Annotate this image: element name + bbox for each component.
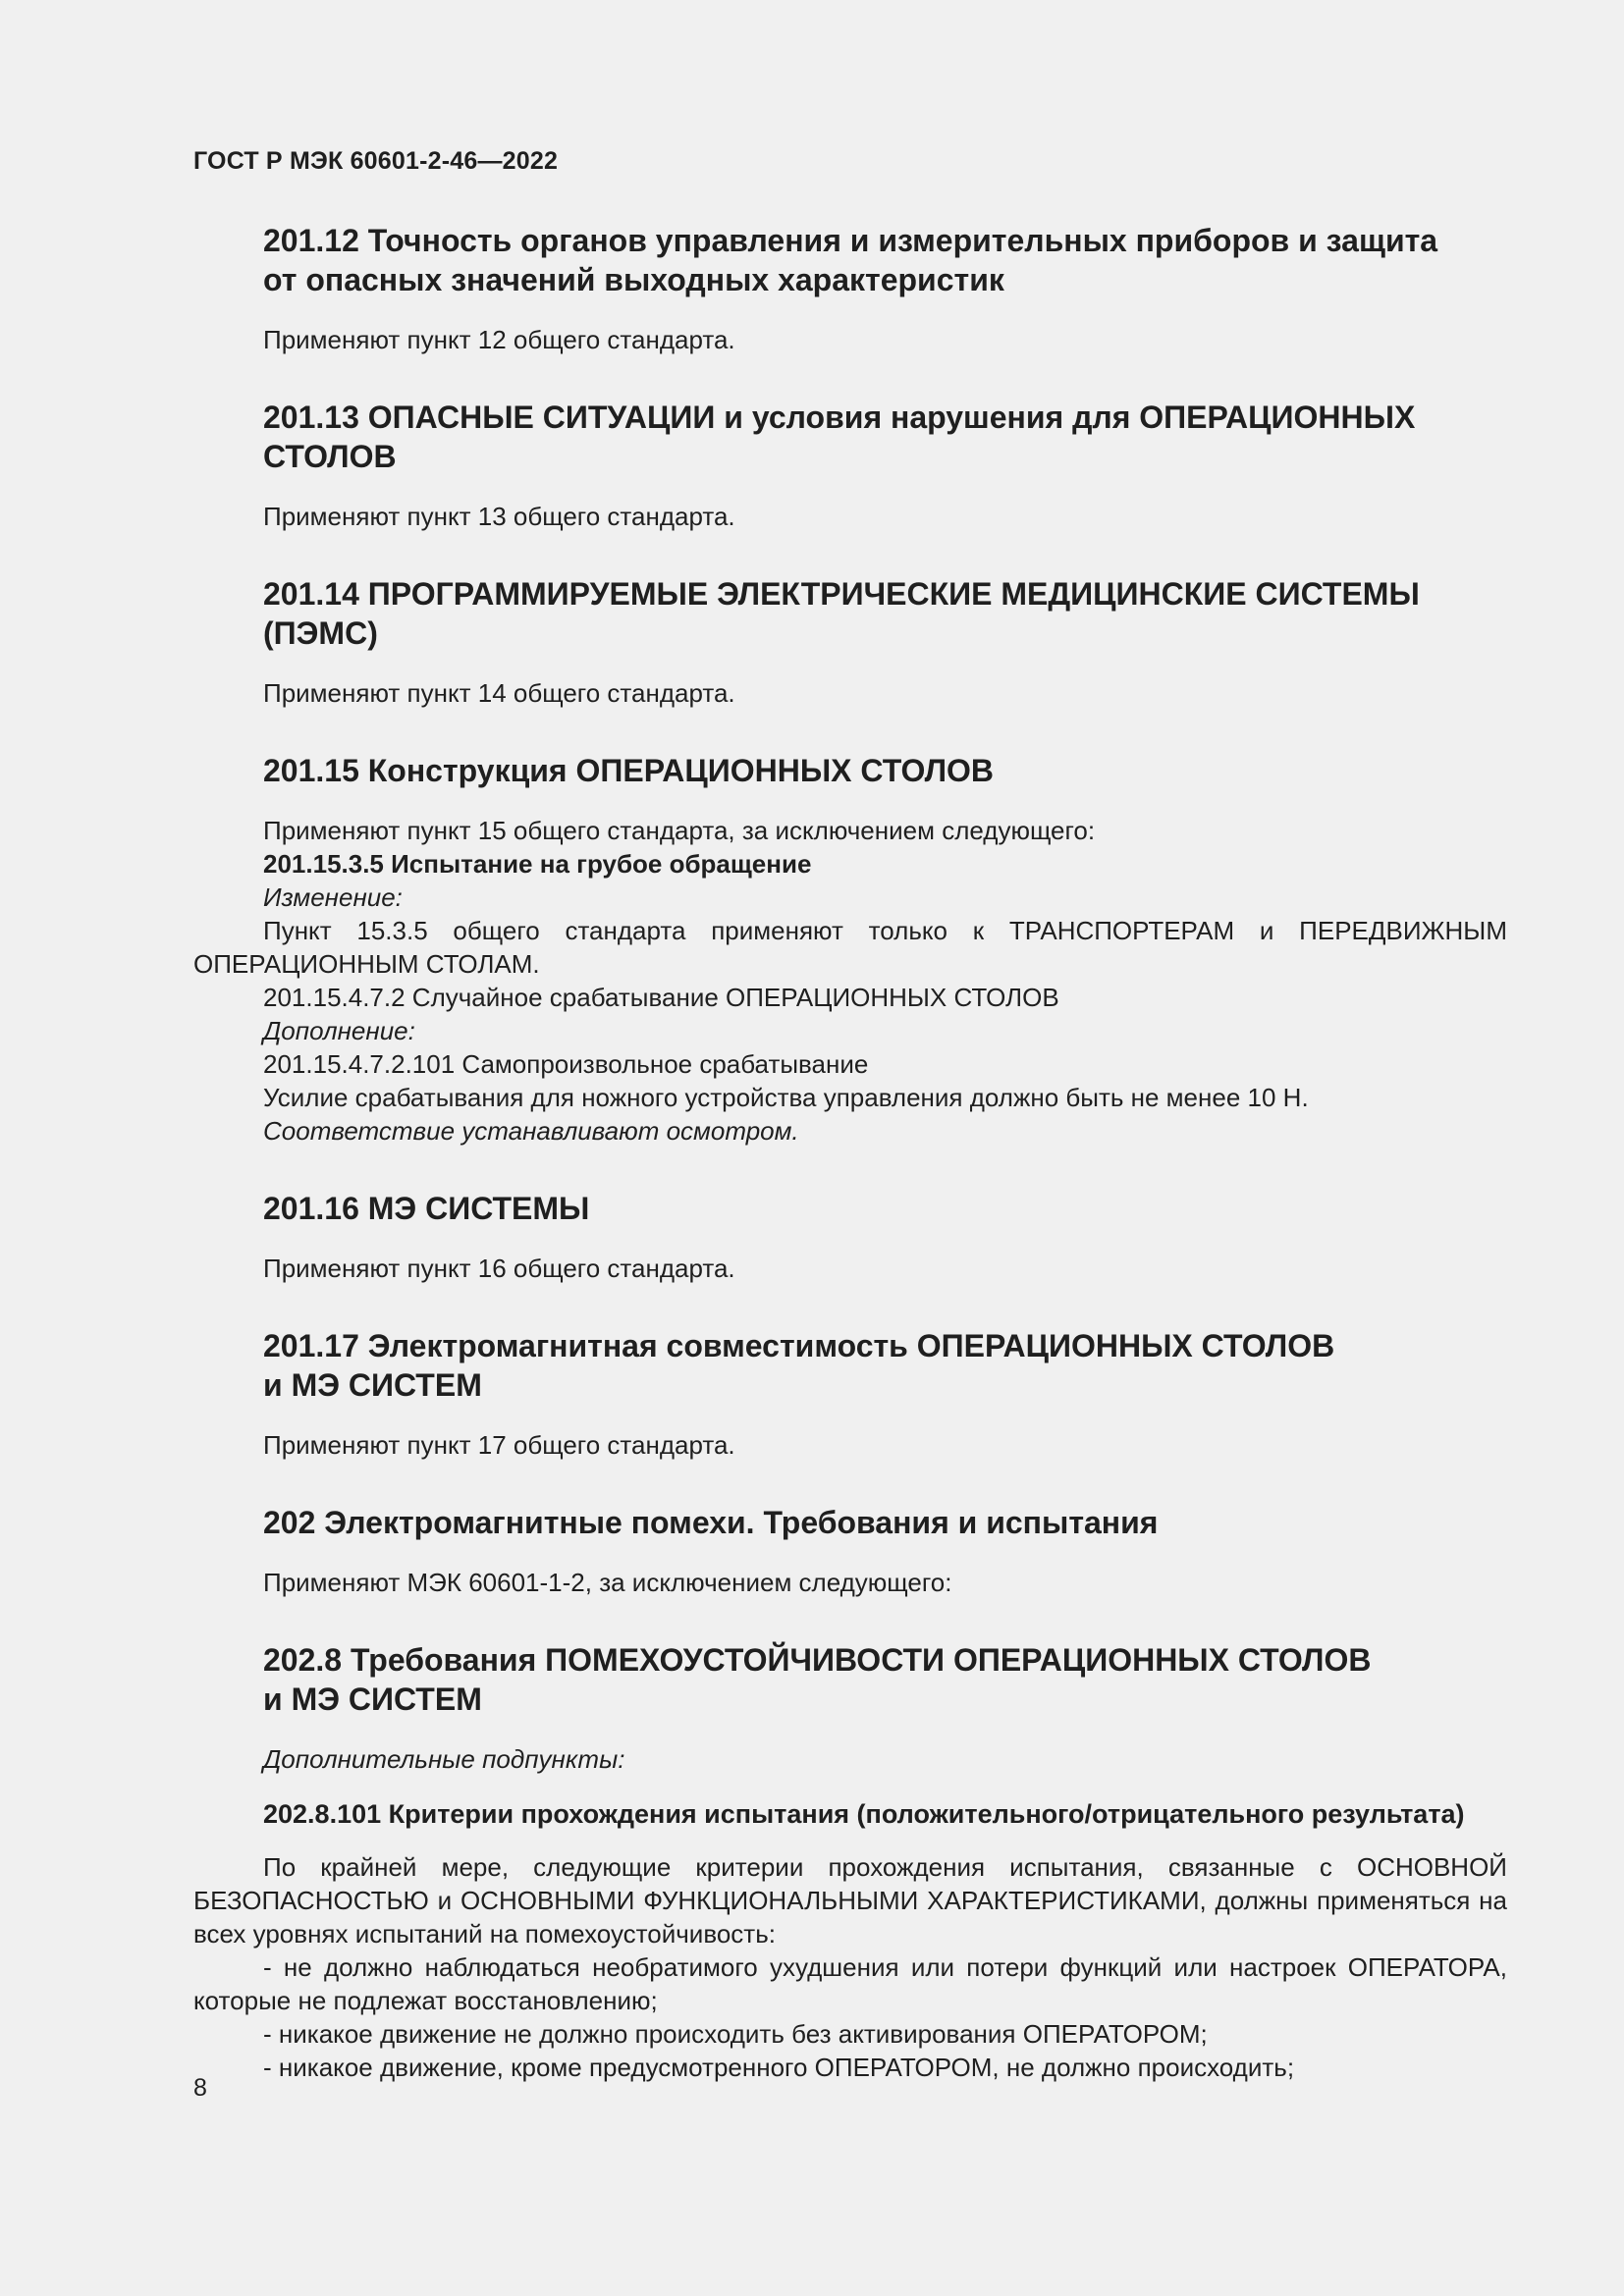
heading-line: 202.8 Требования ПОМЕХОУСТОЙЧИВОСТИ ОПЕРАЦИОННЫХ СТОЛОВ bbox=[263, 1642, 1372, 1678]
section-text-201-14: Применяют пункт 14 общего стандарта. bbox=[263, 678, 735, 708]
section-heading-201-17 bbox=[193, 1326, 1507, 1405]
section-heading-202-8 bbox=[193, 1640, 1507, 1719]
document-header: ГОСТ Р МЭК 60601-2-46—2022 bbox=[193, 147, 559, 175]
heading-line: и МЭ СИСТЕМ bbox=[263, 1367, 482, 1403]
subsection-text-201-15-4-7-2-101: Усилие срабатывания для ножного устройства управления должно быть не менее 10 Н. bbox=[263, 1083, 1309, 1112]
heading-line: 201.13 ОПАСНЫЕ СИТУАЦИИ и условия нарушения для ОПЕРАЦИОННЫХ bbox=[263, 400, 1416, 435]
compliance-note: Соответствие устанавливают осмотром. bbox=[263, 1116, 799, 1146]
page-number: 8 bbox=[193, 2074, 207, 2102]
section-heading-201-12 bbox=[193, 221, 1507, 299]
additional-subclauses-label: Дополнительные подпункты: bbox=[263, 1744, 625, 1774]
criteria-bullet: - никакое движение, кроме предусмотренного ОПЕРАТОРОМ, не должно происходить; bbox=[263, 2053, 1295, 2082]
section-text-201-13: Применяют пункт 13 общего стандарта. bbox=[263, 502, 735, 531]
heading-line: 201.17 Электромагнитная совместимость ОПЕРАЦИОННЫХ СТОЛОВ bbox=[263, 1328, 1335, 1363]
heading-line: 201.12 Точность органов управления и измерительных приборов и защита bbox=[263, 223, 1438, 258]
section-text-201-17: Применяют пункт 17 общего стандарта. bbox=[263, 1430, 735, 1460]
section-heading-201-13 bbox=[193, 398, 1507, 476]
heading-line: СТОЛОВ bbox=[263, 439, 397, 474]
section-heading-201-15: 201.15 Конструкция ОПЕРАЦИОННЫХ СТОЛОВ bbox=[263, 753, 995, 788]
section-heading-201-14 bbox=[193, 574, 1507, 653]
section-text-201-12: Применяют пункт 12 общего стандарта. bbox=[263, 325, 735, 354]
section-intro-201-15: Применяют пункт 15 общего стандарта, за исключением следующего: bbox=[263, 816, 1096, 845]
heading-line: (ПЭМС) bbox=[263, 615, 378, 651]
heading-line: от опасных значений выходных характеристик bbox=[263, 262, 1004, 297]
heading-line: и МЭ СИСТЕМ bbox=[263, 1682, 482, 1717]
criteria-paragraph: По крайней мере, следующие критерии прохождения испытания, связанные с ОСНОВНОЙ БЕЗОПАСНОСТЬЮ и ОСНОВНЫМИ ФУНКЦИОНАЛЬНЫМИ ХАРАКТЕРИСТИКАМИ, должны применяться на всех уровнях испытаний на помехоустойчивость: bbox=[193, 1852, 1507, 1949]
subsection-title-201-15-4-7-2-101: 201.15.4.7.2.101 Самопроизвольное срабатывание bbox=[263, 1049, 869, 1079]
document-body bbox=[193, 221, 1507, 2084]
section-text-202: Применяют МЭК 60601-1-2, за исключением следующего: bbox=[263, 1568, 952, 1597]
subsection-title-201-15-3-5: 201.15.3.5 Испытание на грубое обращение bbox=[263, 849, 812, 879]
change-label: Изменение: bbox=[263, 882, 403, 912]
heading-line: 201.14 ПРОГРАММИРУЕМЫЕ ЭЛЕКТРИЧЕСКИЕ МЕДИЦИНСКИЕ СИСТЕМЫ bbox=[263, 576, 1420, 612]
subsection-title-202-8-101: 202.8.101 Критерии прохождения испытания (положительного/отрицательного результата) bbox=[263, 1799, 1465, 1829]
subsection-title-201-15-4-7-2: 201.15.4.7.2 Случайное срабатывание ОПЕРАЦИОННЫХ СТОЛОВ bbox=[263, 983, 1059, 1012]
criteria-bullet: - никакое движение не должно происходить без активирования ОПЕРАТОРОМ; bbox=[263, 2019, 1208, 2049]
section-heading-201-16: 201.16 МЭ СИСТЕМЫ bbox=[263, 1191, 590, 1226]
criteria-bullet: - не должно наблюдаться необратимого ухудшения или потери функций или настроек ОПЕРАТОРА, которые не подлежат восстановлению; bbox=[193, 1952, 1507, 2015]
subsection-text-201-15-3-5: Пункт 15.3.5 общего стандарта применяют только к ТРАНСПОРТЕРАМ и ПЕРЕДВИЖНЫМ ОПЕРАЦИОННЫМ СТОЛАМ. bbox=[193, 916, 1507, 979]
addition-label: Дополнение: bbox=[263, 1016, 415, 1045]
section-heading-202: 202 Электромагнитные помехи. Требования и испытания bbox=[263, 1505, 1159, 1540]
section-text-201-16: Применяют пункт 16 общего стандарта. bbox=[263, 1254, 735, 1283]
